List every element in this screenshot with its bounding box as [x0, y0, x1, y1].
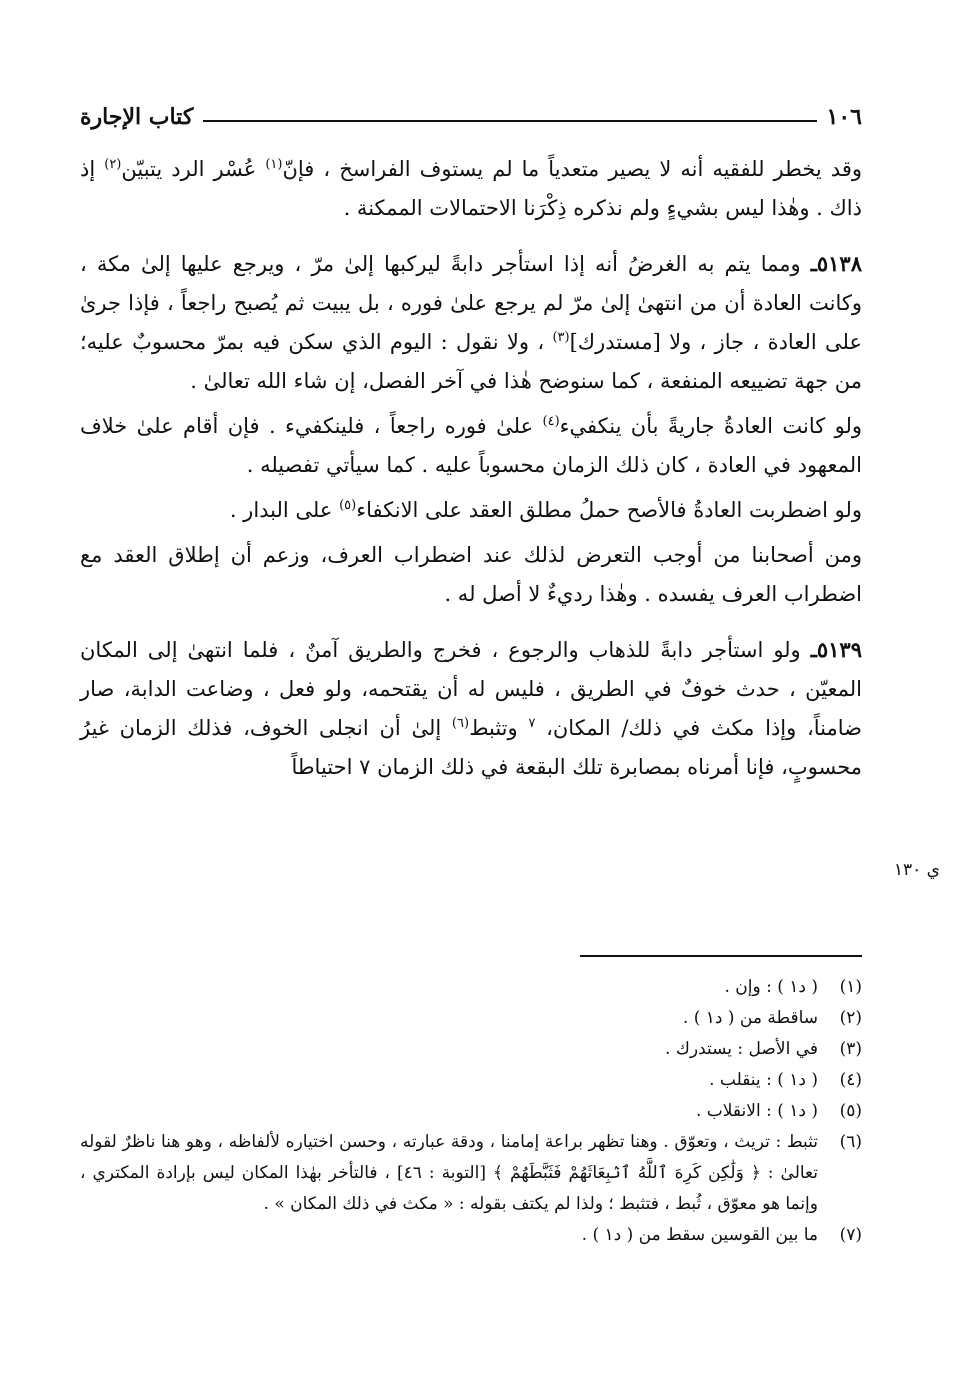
paragraph-number: ٥١٣٩ـ: [810, 637, 862, 662]
footnote-5: (٥) ( د١ ) : الانقلاب .: [695, 1101, 862, 1121]
footnotes: [80, 972, 862, 1251]
footnote-ref-5[interactable]: (٥): [339, 498, 357, 513]
footnote-ref-6[interactable]: (٦): [451, 716, 470, 731]
paragraph-4: ولو اضطربت العادةُ فالأصح حملُ مطلق العقد على الانكفاء$^{(٥)}$ على البدار .: [229, 498, 862, 522]
page-number: ١٠٦: [826, 104, 862, 130]
book-title: كتاب الإجارة: [80, 104, 194, 130]
footnote-3: (٣) في الأصل : يستدرك .: [665, 1039, 862, 1059]
manuscript-margin-note: ي ١٣٠: [893, 860, 940, 880]
bracket-ref-7[interactable]: ٧: [528, 716, 536, 731]
paragraph-5139: ٥١٣٩ـ ولو استأجر دابةً للذهاب والرجوع ، فخرج والطريق آمنٌ ، فلما انتهىٰ إلى المكان المعيّن ، حدث خوفٌ في الطريق ، فليس له أن يقتحمه، ولو فعل ، وضاعت الدابة، صار ضامناً، وإذا مكث في ذلك/ المكان، $^٧$ وتثبط$^{(٦)}$ إلىٰ أن انجلى الخوف، فذلك الزمان غيرُ محسوبٍ، فإنا أمرناه بمصابرة تلك البقعة في ذلك الزمان ٧ احتياطاً: [80, 637, 862, 779]
paragraph-3: ولو كانت العادةُ جاريةً بأن ينكفيء$^{(٤)}$ علىٰ فوره راجعاً ، فلينكفيء . فإن أقام علىٰ خلاف المعهود في العادة ، كان ذلك الزمان محسوباً عليه . كما سيأتي تفصيله .: [80, 414, 863, 477]
footnote-rule: [580, 955, 862, 957]
header-rule: [203, 120, 816, 122]
paragraph-number: ٥١٣٨ـ: [810, 251, 862, 276]
footnote-2: (٢) ساقطة من ( د١ ) .: [682, 1008, 862, 1028]
footnote-ref-2[interactable]: (٢): [104, 157, 122, 172]
footnote-7: (٧) ما بين القوسين سقط من ( د١ ) .: [581, 1225, 862, 1245]
footnote-ref-1[interactable]: (١): [265, 157, 283, 172]
footnote-4: (٤) ( د١ ) : ينقلب .: [709, 1070, 862, 1090]
footnote-ref-3[interactable]: (٣): [552, 330, 570, 345]
paragraph-1: وقد يخطر للفقيه أنه لا يصير متعدياً ما لم يستوف الفراسخ ، فإنّ$^{(١)}$ عُسْر الرد يتبيّن$^{(٢)}$ إذ ذاك . وهٰذا ليس بشيءٍ ولم نذكره ذِكْرَنا الاحتمالات الممكنة .: [80, 157, 862, 220]
page-header: [80, 90, 862, 130]
main-text: [80, 150, 862, 787]
paragraph-5138: ٥١٣٨ـ ومما يتم به الغرضُ أنه إذا استأجر دابةً ليركبها إلىٰ مرّ ، ويرجع عليها إلىٰ مكة ، وكانت العادة أن من انتهىٰ إلىٰ مرّ لم يرجع علىٰ فوره ، بل يبيت ثم يُصبح راجعاً ، فإذا جرىٰ على العادة ، جاز ، ولا [مستدرك]$^{(٣)}$ ، ولا نقول : اليوم الذي سكن فيه بمرّ محسوبٌ عليه؛ من جهة تضييعه المنفعة ، كما سنوضح هٰذا في آخر الفصل، إن شاء الله تعالىٰ .: [80, 251, 862, 393]
footnote-6: (٦) تثبط : تريث ، وتعوّق . وهنا تظهر براعة إمامنا ، ودقة عبارته ، وحسن اختياره لألفاظه ، وهو هنا ناظرٌ لقوله تعالىٰ : ﴿ وَلَٰكِن كَرِهَ ٱللَّهُ ٱنۢبِعَاثَهُمْ فَثَبَّطَهُمْ ﴾ [التوبة : ٤٦] ، فالتأخر بهٰذا المكان ليس بإرادة المكتري ، وإنما هو معوّق ، ثُبط ، فتثبط ؛ ولذا لم يكتف بقوله : « مكث في ذلك المكان » .: [80, 1132, 862, 1214]
paragraph-5: ومن أصحابنا من أوجب التعرض لذلك عند اضطراب العرف، وزعم أن إطلاق العقد مع اضطراب العرف يفسده . وهٰذا رديءٌ لا أصل له .: [80, 543, 862, 606]
footnote-1: (١) ( د١ ) : وإن .: [724, 977, 862, 997]
footnote-ref-4[interactable]: (٤): [542, 414, 560, 429]
